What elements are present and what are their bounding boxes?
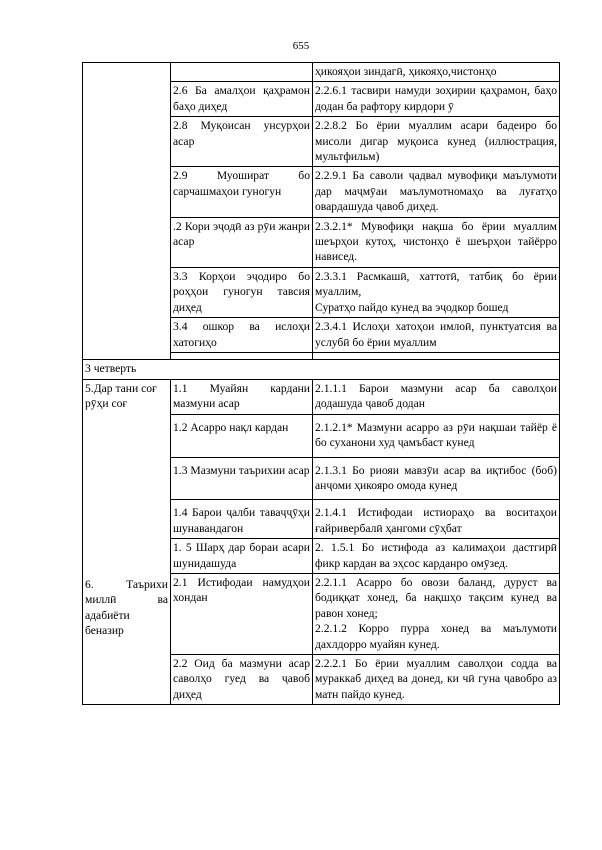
objective-cell: 2.1.3.1 Бо риояи мавзӯи асар ва иқтибос (боб) анҷоми ҳикояро омода кунед xyxy=(313,457,560,500)
section-title: 5.Дар тани соғ рӯҳи соғ xyxy=(85,381,157,411)
objective-cell: 2.2.9.1 Ба саволи ҷадвал мувофиқи маълумоти дар маҷмӯаи маълумотномаҳо ва луғатҳо овардашуда ҷавоб диҳед. xyxy=(313,167,560,217)
section-cell-empty xyxy=(83,63,171,360)
goal-cell: 3.3 Корҳои эҷодиро бо роҳҳои гуногун тавсия диҳед xyxy=(171,267,313,317)
goal-cell: 2.2 Оид ба мазмуни асар саволҳо гуед ва ҷавоб диҳед xyxy=(171,655,313,705)
goal-cell: 1. 5 Шарҳ дар бораи асари шунидашуда xyxy=(171,539,313,574)
objective-cell: 2.3.2.1* Мувофиқи нақша бо ёрии муаллим шеърҳои кутоҳ, чистонҳо ё шеърҳои тайёрро нависед. xyxy=(313,217,560,267)
objective-cell: 2.2.8.2 Бо ёрии муаллим асари бадеиро бо мисоли дигар муқоиса кунед (иллюстрация, мультфильм) xyxy=(313,117,560,167)
spacer-cell xyxy=(171,352,313,359)
objective-cell: 2.1.1.1 Барои мазмуни асар ба саволҳои додашуда ҷавоб додан xyxy=(313,379,560,414)
goal-cell: 2.6 Ба амалҳои қаҳрамон баҳо диҳед xyxy=(171,82,313,117)
objective-cell: 2.3.4.1 Ислоҳи хатоҳои имлоӣ, пунктуатсия ва услубӣ бо ёрии муаллим xyxy=(313,318,560,353)
quarter-row xyxy=(83,359,560,379)
objective-cell xyxy=(313,267,560,317)
goal-cell: 1.2 Асарро нақл кардан xyxy=(171,414,313,457)
objective-cell: ҳикояҳои зиндагӣ, ҳикояҳо,чистонҳо xyxy=(313,63,560,82)
table-row xyxy=(83,63,560,82)
section-title: 6. Таърихи миллӣ ва адабиёти беназир xyxy=(85,577,168,638)
goal-cell: 2.8 Муқоисан унсурҳои асар xyxy=(171,117,313,167)
objective-cell: 2.2.2.1 Бо ёрии муаллим саволҳои содда ва мураккаб диҳед ва донед, ки чӣ гуна ҷавобро аз матн пайдо кунед. xyxy=(313,655,560,705)
goal-cell: 3.4 ошкор ва ислоҳи хатогиҳо xyxy=(171,318,313,353)
objective-line: Суратҳо пайдо кунед ва эҷодкор бошед xyxy=(315,300,509,314)
curriculum-table-part-1 xyxy=(82,62,560,705)
objective-cell xyxy=(313,573,560,654)
objective-cell: 2.2.6.1 тасвири намуди зоҳирии қаҳрамон, баҳо додан ба рафтору кирдори ӯ xyxy=(313,82,560,117)
goal-cell: 1.4 Барои ҷалби таваҷҷӯҳи шунавандагон xyxy=(171,500,313,539)
objective-line: 2.2.1.2 Корро пурра хонед ва маълумоти дахлдорро муайян кунед. xyxy=(315,622,557,651)
goal-cell: 2.9 Муошират бо сарчашмаҳои гуногун xyxy=(171,167,313,217)
objective-cell: 2.1.4.1 Истифодаи истиораҳо ва воситаҳои ғайривербалӣ ҳангоми сӯҳбат xyxy=(313,500,560,539)
objective-cell: 2.1.2.1* Мазмуни асарро аз рӯи нақшаи тайёр ё бо суханони худ ҷамъбаст кунед xyxy=(313,414,560,457)
page-number: 655 xyxy=(292,40,310,52)
spacer-cell xyxy=(313,352,560,359)
objective-line: 2.3.3.1 Расмкашӣ, хаттотӣ, татбиқ бо ёрии муаллим, xyxy=(315,269,557,299)
goal-cell-empty xyxy=(171,63,313,82)
goal-cell: .2 Кори эҷодӣ аз рӯи жанри асар xyxy=(171,217,313,267)
section-cell xyxy=(83,379,171,704)
quarter-label: 3 четверть xyxy=(83,359,560,379)
table-row xyxy=(83,379,560,414)
goal-cell: 1.1 Муайян кардани мазмуни асар xyxy=(171,379,313,414)
objective-line: 2.2.1.1 Асарро бо овози баланд, дуруст ва бодиққат хонед, ба нақшҳо тақсим кунед ва равон хонед; xyxy=(315,575,557,620)
goal-cell: 1.3 Мазмуни таърихии асар xyxy=(171,457,313,500)
objective-cell: 2. 1.5.1 Бо истифода аз калимаҳои дастгирӣ фикр кардан ва эҳсос карданро омӯзед. xyxy=(313,539,560,574)
goal-cell: 2.1 Истифодаи намудҳои хондан xyxy=(171,573,313,654)
